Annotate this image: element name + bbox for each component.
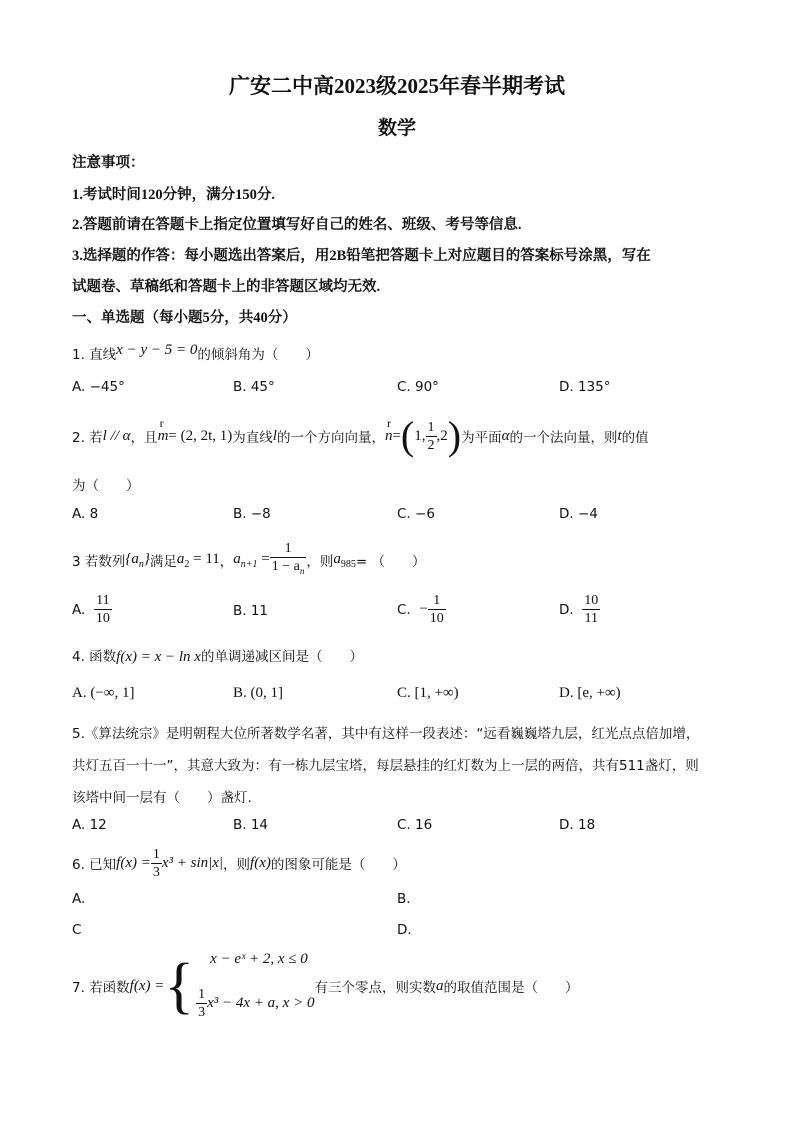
subject-title: 数学: [377, 118, 416, 139]
q6-option-c: C: [72, 922, 82, 938]
question-3: [72, 540, 425, 580]
q6-function-body: x³ + sin|x|: [161, 854, 224, 871]
q3-a985: $a_{985}$: [333, 550, 356, 570]
q2-var-t: t: [617, 427, 622, 444]
q3-option-a: A. $\frac{11}{10}$: [72, 593, 110, 626]
q5-line-2: 共灯五百一十一”，其意大致为：有一栋九层宝塔，每层悬挂的红灯数为上一层的两倍，共有511盏灯，则: [72, 758, 699, 774]
q2-option-b: B. −8: [233, 506, 271, 522]
q3-fraction: $\frac{1}{1 - a_n}$: [271, 541, 305, 576]
q6-prefix: 6. 已知: [72, 857, 117, 873]
question-1: [72, 343, 319, 364]
notes-heading: 注意事项：: [72, 155, 145, 171]
q2-vector-m-value: = (2, 2t, 1): [168, 427, 233, 444]
q2-var-alpha: α: [501, 427, 510, 444]
q7-stem: 的取值范围是（ ）: [443, 980, 579, 996]
q1-option-a: A. −45°: [72, 379, 125, 395]
question-7: [72, 948, 578, 1024]
q5-option-a: A. 12: [72, 817, 107, 833]
q3-option-b: B. 11: [233, 603, 269, 619]
q4-option-d: D. [e, +∞): [559, 685, 621, 701]
q3-sequence: $\{a_n\}$: [125, 550, 150, 570]
note-1: 1.考试时间120分钟，满分150分.: [72, 187, 275, 203]
q4-option-b: B. (0, 1]: [233, 685, 283, 701]
question-2: [72, 414, 649, 458]
q3-prefix: 3 若数列: [72, 554, 126, 570]
q2-text-6: 的值: [621, 430, 649, 446]
q2-right-paren: ): [447, 413, 462, 458]
q2-equals: =: [392, 427, 401, 444]
q1-stem: 的倾斜角为（ ）: [197, 347, 319, 363]
q2-left-paren: (: [400, 413, 415, 458]
q3-a2: $a_2 = 11$: [176, 550, 220, 570]
q7-brace: {: [164, 952, 195, 1020]
q7-var-a: a: [435, 977, 444, 994]
q6-text-1: ，则: [223, 857, 251, 873]
q3-text-2: ，: [219, 554, 234, 570]
note-3-line2: 试题卷、草稿纸和答题卡上的非答题区域均无效.: [72, 279, 381, 295]
q2-text-3: 的一个方向向量，: [276, 430, 385, 446]
q3-text-3: ，则: [306, 554, 334, 570]
q2-var-l: l: [272, 427, 277, 444]
q6-function-ref: f(x): [250, 854, 271, 871]
q2-vector-n-b: ,2: [436, 427, 448, 444]
q6-fraction: $\frac{1}{3}$: [152, 846, 160, 880]
q7-cases: [196, 951, 314, 1021]
q1-option-d: D. 135°: [559, 379, 611, 395]
q3-text-1: 满足: [149, 554, 177, 570]
q2-fraction: $\frac{1}{2}$: [427, 419, 435, 453]
q2-stem-line2: 为（ ）: [72, 478, 140, 494]
q2-vector-m-arrow: r: [159, 415, 164, 430]
q6-function-name: f(x) =: [116, 854, 151, 871]
q6-option-b: B.: [397, 891, 411, 907]
q4-option-c: C. [1, +∞): [397, 685, 459, 701]
q6-stem: 的图象可能是（ ）: [270, 857, 406, 873]
q3-stem: = （ ）: [355, 554, 426, 570]
note-3-line1: 3.选择题的作答：每小题选出答案后，用2B铅笔把答题卡上对应题目的答案标号涂黑，写在: [72, 248, 651, 264]
q4-option-a: A. (−∞, 1]: [72, 685, 135, 701]
q2-vector-n-a: 1,: [414, 427, 426, 444]
section-heading: 一、单选题（每小题5分，共40分）: [72, 310, 297, 326]
q3-recurrence: $a_{n+1}$ =: [233, 550, 270, 570]
question-4: [72, 645, 363, 666]
q5-option-b: B. 14: [233, 817, 269, 833]
q2-option-d: D. −4: [559, 506, 598, 522]
q7-case-2: $\frac{1}{3}$ x³ − 4x + a, x > 0: [198, 987, 315, 1020]
q2-vector-m: r m: [157, 415, 169, 444]
q7-prefix: 7. 若函数: [72, 980, 130, 996]
q4-function: f(x) = x − ln x: [116, 649, 201, 665]
q5-option-c: C. 16: [397, 817, 433, 833]
q2-text-2: 为直线: [232, 430, 273, 446]
q2-text-1: ，且: [130, 430, 158, 446]
note-2: 2.答题前请在答题卡上指定位置填写好自己的姓名、班级、考号等信息.: [72, 217, 522, 233]
q7-text-1: 有三个零点，则实数: [314, 980, 436, 996]
q2-text-4: 为平面: [461, 430, 502, 446]
q2-prefix: 2. 若: [72, 430, 103, 446]
q3-option-d: D. $\frac{10}{11}$: [559, 593, 599, 626]
q2-condition: l // α: [102, 427, 131, 444]
q1-prefix: 1. 直线: [72, 347, 117, 363]
q2-vector-n-arrow: r: [386, 415, 391, 430]
q7-case-1: x − eˣ + 2, x ≤ 0: [210, 951, 308, 967]
q2-option-c: C. −6: [397, 506, 435, 522]
q4-stem: 的单调递减区间是（ ）: [200, 649, 363, 665]
q4-prefix: 4. 函数: [72, 649, 117, 665]
q3-option-c: C. − $\frac{1}{10}$: [397, 593, 444, 626]
question-6: [72, 843, 406, 883]
q1-option-c: C. 90°: [397, 379, 439, 395]
q7-function-name: f(x) =: [129, 977, 165, 994]
q5-line-3: 该塔中间一层有（ ）盏灯.: [72, 790, 252, 806]
q5-line-1: 5.《算法统宗》是明朝程大位所著数学名著，其中有这样一段表述：“远看巍巍塔九层，红光点点倍加增，: [72, 726, 700, 742]
q6-option-a: A.: [72, 891, 86, 907]
q1-option-b: B. 45°: [233, 379, 275, 395]
q2-option-a: A. 8: [72, 506, 99, 522]
q2-text-5: 的一个法向量，则: [509, 430, 618, 446]
exam-title: 广安二中高2023级2025年春半期考试: [229, 74, 565, 98]
q6-option-d: D.: [397, 922, 412, 938]
q5-option-d: D. 18: [559, 817, 596, 833]
q1-equation: x − y − 5 = 0: [116, 342, 198, 358]
q2-vector-n: r n: [384, 415, 393, 444]
